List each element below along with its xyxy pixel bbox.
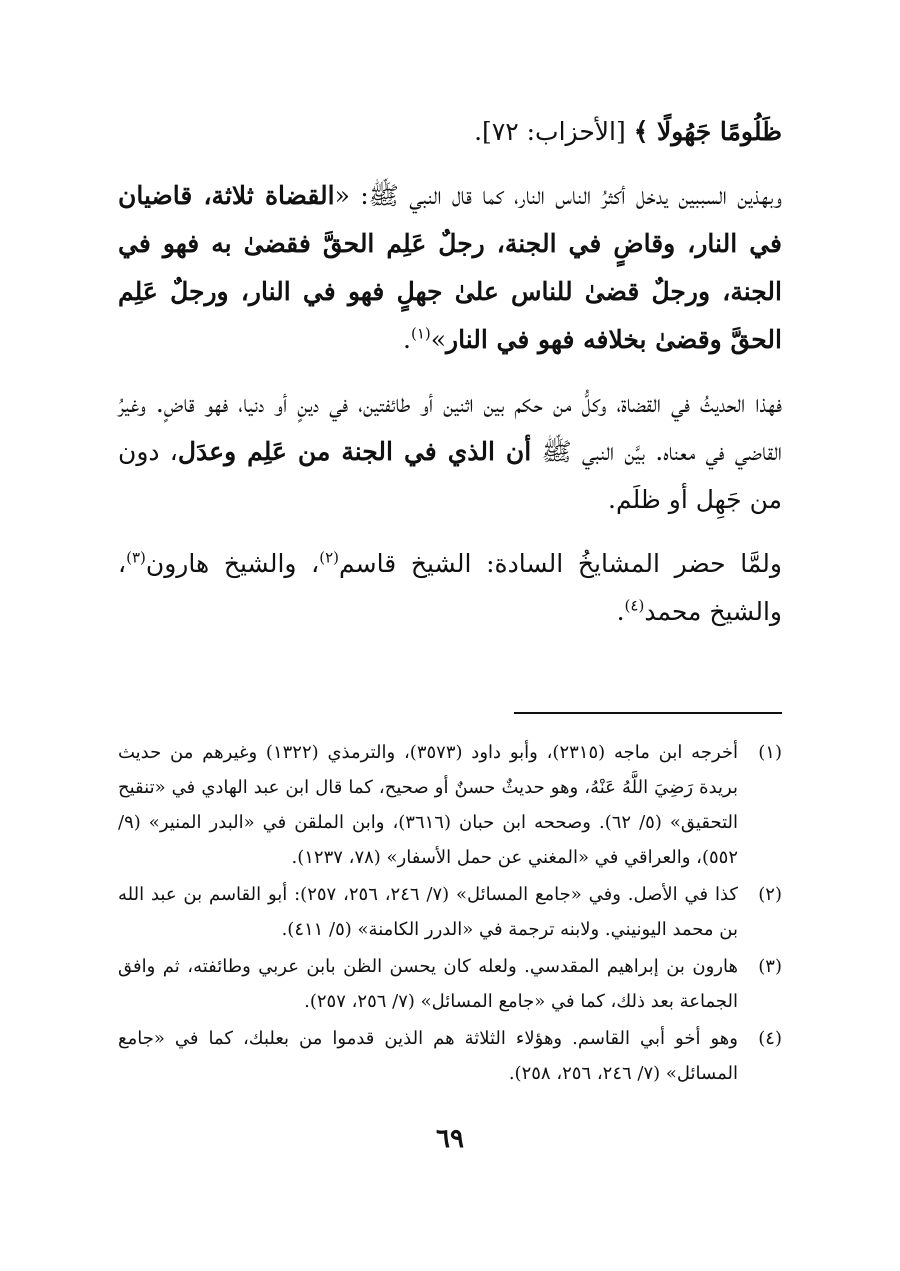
footnote-text: كذا في الأصل. وفي «جامع المسائل» (٧/ ٢٤٦، ٢٥٦، ٢٥٧): أبو القاسم بن عبد الله بن محمد اليونيني. ولابنه ترجمة في «الدرر الكامنة» (٥/ ٤١١). <box>118 884 738 940</box>
footnote-ref-4[interactable]: (٤) <box>624 596 645 615</box>
footnote-divider <box>514 712 782 714</box>
footnote-ref-3[interactable]: (٣) <box>126 548 146 567</box>
footnote-number: (٤) <box>758 1028 782 1049</box>
footnotes <box>118 735 782 1093</box>
footnote-number: (١) <box>758 742 782 763</box>
paragraph-sheikhs <box>118 540 782 636</box>
footnote-3 <box>118 949 782 1019</box>
quran-verse-line <box>118 108 782 156</box>
footnote-2 <box>118 877 782 947</box>
paragraph-judges-text: فهذا الحديثُ في القضاة، وكلُّ من حكم بين اثنين أو طائفتين، في دينٍ أو دنيا، فهو قاضٍ. وغيرُ القاضي في معناه. بيَّن النبي ﷺ <box>118 389 782 466</box>
period: . <box>616 597 625 626</box>
page-number: ٦٩ <box>436 1124 464 1154</box>
sheikh-muhammad: ، والشيخ محمد <box>118 549 782 626</box>
footnote-text: أخرجه ابن ماجه (٢٣١٥)، وأبو داود (٣٥٧٣)، والترمذي (١٣٢٢) وغيرهم من حديث بريدة رَضِيَ اللَّهُ عَنْهُ، وهو حديثٌ حسنٌ أو صحيح، كما قال ابن عبد الهادي في «تنقيح التحقيق» (٥/ ٦٢). وصححه ابن حبان (٣٦١٦)، وابن الملقن في «البدر المنير» (٩/ ٥٥٢)، والعراقي في «المغني عن حمل الأسفار» (٧٨، ١٢٣٧). <box>118 742 739 868</box>
hadith-intro: وبهذين السببين يدخل أكثرُ الناس النار، كما قال النبي ﷺ: « <box>334 181 782 210</box>
footnote-1 <box>118 735 782 875</box>
sheikh-qasim: ولمَّا حضر المشايخُ السادة: الشيخ قاسم <box>339 549 782 578</box>
paragraph-judges-bold: أن الذي في الجنة من عَلِم وعدَل <box>177 437 532 466</box>
footnote-text: وهو أخو أبي القاسم. وهؤلاء الثلاثة هم الذين قدموا من بعلبك، كما في «جامع المسائل» (٧/ ٢٤٦، ٢٥٦، ٢٥٨). <box>118 1028 738 1084</box>
paragraph-hadith <box>118 172 782 364</box>
sheikh-harun: ، والشيخ هارون <box>145 549 320 578</box>
footnote-4 <box>118 1021 782 1091</box>
footnote-text: هارون بن إبراهيم المقدسي. ولعله كان يحسن الظن بابن عربي وطائفته، ثم وافق الجماعة بعد ذلك، كما في «جامع المسائل» (٧/ ٢٥٦، ٢٥٧). <box>118 956 738 1012</box>
footnote-number: (٢) <box>758 884 782 905</box>
footnote-ref-2[interactable]: (٢) <box>319 548 340 567</box>
quran-verse: ظَلُومًا جَهُولًا ﴾ <box>633 117 782 146</box>
hadith-text: القضاة ثلاثة، قاضيان في النار، وقاضٍ في الجنة، رجلٌ عَلِم الحقَّ فقضىٰ به فهو في الجنة، ورجلٌ قضىٰ للناس علىٰ جهلٍ فهو في النار، ورجلٌ عَلِم الحقَّ وقضىٰ بخلافه فهو في النار <box>118 181 782 354</box>
footnote-number: (٣) <box>758 956 782 977</box>
paragraph-judges-end: ، دون من جَهِل أو ظلَم. <box>118 437 782 514</box>
paragraph-judges <box>118 380 782 524</box>
quote-close: » <box>430 325 447 354</box>
period: . <box>403 325 411 354</box>
main-text <box>118 108 782 652</box>
quran-reference: [الأحزاب: ٧٢]. <box>474 117 634 146</box>
footnote-ref-1[interactable]: (١) <box>410 324 431 343</box>
